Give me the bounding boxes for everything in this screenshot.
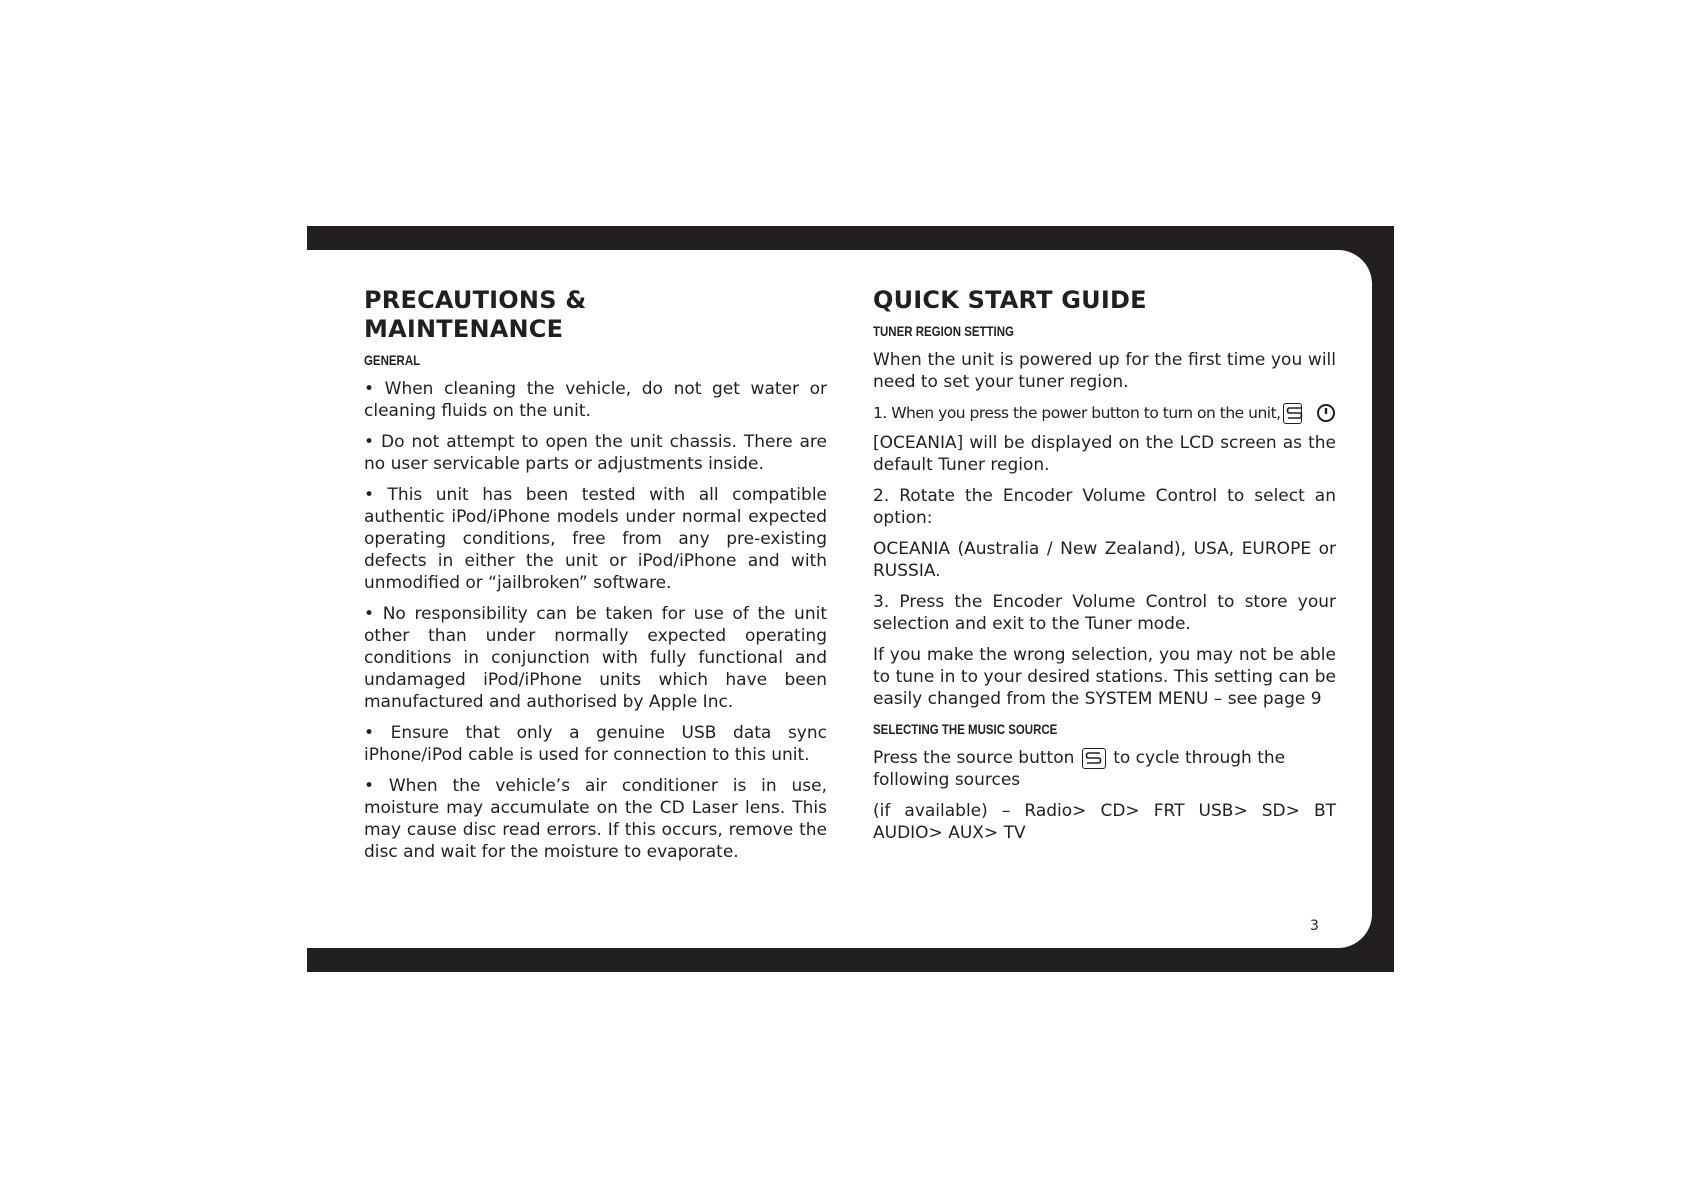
tuner-intro: When the unit is powered up for the first time you will need to set your tuner region.	[873, 350, 1336, 392]
precautions-title	[364, 286, 827, 344]
wrong-selection-note: If you make the wrong selection, you may not be able to tune in to your desired stations. This setting can be easily changed from the SYSTEM MENU – see page 9	[873, 645, 1336, 709]
step-2: 2. Rotate the Encoder Volume Control to select an option:	[873, 486, 1336, 528]
source-button-icon	[1283, 403, 1302, 424]
source-button-icon	[1082, 748, 1106, 769]
general-heading: GENERAL	[364, 352, 421, 368]
bullet-chassis: • Do not attempt to open the unit chassis. There are no user servicable parts or adjustments inside.	[364, 432, 827, 474]
music-source-heading: SELECTING THE MUSIC SOURCE	[873, 721, 1058, 737]
precautions-column	[364, 286, 827, 872]
press-source-text	[873, 747, 1336, 791]
bullet-cleaning: • When cleaning the vehicle, do not get water or cleaning fluids on the unit.	[364, 379, 827, 421]
step-1-text: 1. When you press the power button to turn on the unit,	[873, 404, 1281, 422]
region-options: OCEANIA (Australia / New Zealand), USA, EUROPE or RUSSIA.	[873, 539, 1336, 581]
quick-start-column	[873, 286, 1336, 853]
bullet-usb-cable: • Ensure that only a genuine USB data sync iPhone/iPod cable is used for connection to this unit.	[364, 723, 827, 765]
bullet-responsibility: • No responsibility can be taken for use of the unit other than under normally expected operating conditions in conjunction with fully functional and undamaged iPod/iPhone units which have been manufactured and authorised by Apple Inc.	[364, 604, 827, 712]
power-icon	[1316, 403, 1336, 423]
quick-start-title: QUICK START GUIDE	[873, 286, 1147, 314]
sources-list: (if available) – Radio> CD> FRT USB> SD> BT AUDIO> AUX> TV	[873, 801, 1336, 843]
page-number: 3	[1310, 918, 1319, 934]
precautions-title-line2: MAINTENANCE	[364, 315, 564, 343]
press-source-before: Press the source button	[873, 748, 1075, 768]
bullet-tested: • This unit has been tested with all compatible authentic iPod/iPhone models under normal expected operating conditions, free from any pre-existing defects in either the unit or iPod/iPhone and with unmodified or “jailbroken” software.	[364, 485, 827, 593]
tuner-region-heading: TUNER REGION SETTING	[873, 323, 1014, 339]
press-source-after: to cycle through the following sources	[873, 748, 1286, 790]
bullet-moisture: • When the vehicle’s air conditioner is in use, moisture may accumulate on the CD Laser lens. This may cause disc read errors. If this occurs, remove the disc and wait for the moisture to evaporate.	[364, 776, 827, 862]
step-1	[873, 402, 1336, 424]
step-1-continued: [OCEANIA] will be displayed on the LCD screen as the default Tuner region.	[873, 433, 1336, 475]
precautions-title-line1: PRECAUTIONS &	[364, 286, 587, 314]
step-3: 3. Press the Encoder Volume Control to store your selection and exit to the Tuner mode.	[873, 592, 1336, 634]
